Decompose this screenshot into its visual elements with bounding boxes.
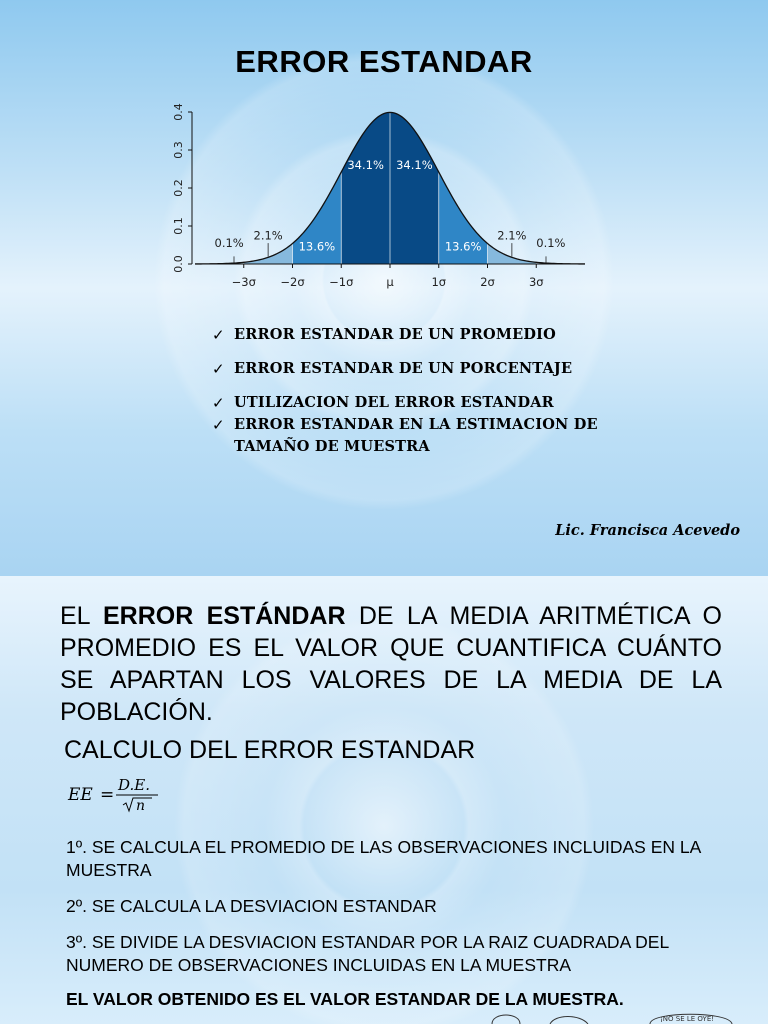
doodle-caption: ¡NO SE LE OYE! xyxy=(660,1015,715,1023)
slide-title: ERROR ESTANDAR xyxy=(235,44,533,79)
normal-distribution-chart xyxy=(160,98,600,298)
region-label: 34.1% xyxy=(396,158,433,172)
check-icon: ✓ xyxy=(212,394,225,412)
region-3 xyxy=(390,112,439,264)
region-label: 2.1% xyxy=(253,228,283,243)
doodle-face-icon xyxy=(492,1015,520,1024)
x-tick-label: −1σ xyxy=(329,275,354,289)
topic-item: ✓ ERROR ESTANDAR DE UN PROMEDIO xyxy=(212,326,556,344)
topic-item: ✓ ERROR ESTANDAR DE UN PORCENTAJE xyxy=(212,360,573,378)
formula-numerator: D.E. xyxy=(118,776,150,794)
formula-equals: = xyxy=(100,785,115,805)
region-label: 13.6% xyxy=(298,239,336,254)
y-tick-label: 0.1 xyxy=(172,217,185,235)
doodle-drawings xyxy=(480,1008,768,1024)
calculation-heading: CALCULO DEL ERROR ESTANDAR xyxy=(64,736,476,764)
topic-item: ✓ ERROR ESTANDAR EN LA ESTIMACION DE TAMAÑO DE MUESTRA xyxy=(212,416,598,455)
formula-denominator: n xyxy=(136,798,146,814)
x-tick-label: −2σ xyxy=(280,275,305,289)
tail-label: 0.1% xyxy=(536,235,566,250)
author-name: Lic. Francisca Acevedo xyxy=(555,522,740,539)
x-tick-label: 3σ xyxy=(528,275,544,289)
region-label: 2.1% xyxy=(497,228,527,243)
y-tick-label: 0.0 xyxy=(172,255,185,273)
x-tick-label: 2σ xyxy=(480,275,495,289)
y-tick-label: 0.4 xyxy=(172,103,185,121)
y-tick-label: 0.3 xyxy=(172,141,185,159)
region-label: 34.1% xyxy=(347,158,384,172)
definition-paragraph: EL ERROR ESTÁNDAR DE LA MEDIA ARITMÉTICA O PROMEDIO ES EL VALOR QUE CUANTIFICA CUÁNTO SE APARTAN LOS VALORES DE LA MEDIA DE LA POBLACIÓN. xyxy=(60,602,722,726)
check-icon: ✓ xyxy=(212,326,225,344)
region-label: 13.6% xyxy=(444,239,482,254)
check-icon: ✓ xyxy=(212,360,225,378)
x-tick-label: −3σ xyxy=(231,275,256,289)
y-tick-label: 0.2 xyxy=(172,179,185,197)
tail-label: 0.1% xyxy=(214,235,244,250)
topic-item: ✓ UTILIZACION DEL ERROR ESTANDAR xyxy=(212,394,554,412)
slide-2 xyxy=(0,576,768,1024)
conclusion: EL VALOR OBTENIDO ES EL VALOR ESTANDAR DE LA MUESTRA. xyxy=(66,989,624,1009)
definition-term: ERROR ESTÁNDAR xyxy=(103,602,346,630)
step-3: 3º. SE DIVIDE LA DESVIACION ESTANDAR POR LA RAIZ CUADRADA DEL NUMERO DE OBSERVACIONES INCLUIDAS EN LA MUESTRA xyxy=(66,932,669,975)
x-tick-label: 1σ xyxy=(431,275,447,289)
formula-lhs: EE xyxy=(68,785,93,805)
doodle-figure-icon xyxy=(550,1017,588,1024)
step-2: 2º. SE CALCULA LA DESVIACION ESTANDAR xyxy=(66,896,437,916)
x-tick-label: μ xyxy=(386,275,394,289)
standard-error-formula xyxy=(66,774,176,814)
topic-list xyxy=(212,324,612,458)
region-2 xyxy=(341,112,390,264)
check-icon: ✓ xyxy=(212,416,225,434)
step-1: 1º. SE CALCULA EL PROMEDIO DE LAS OBSERVACIONES INCLUIDAS EN LA MUESTRA xyxy=(66,837,701,880)
